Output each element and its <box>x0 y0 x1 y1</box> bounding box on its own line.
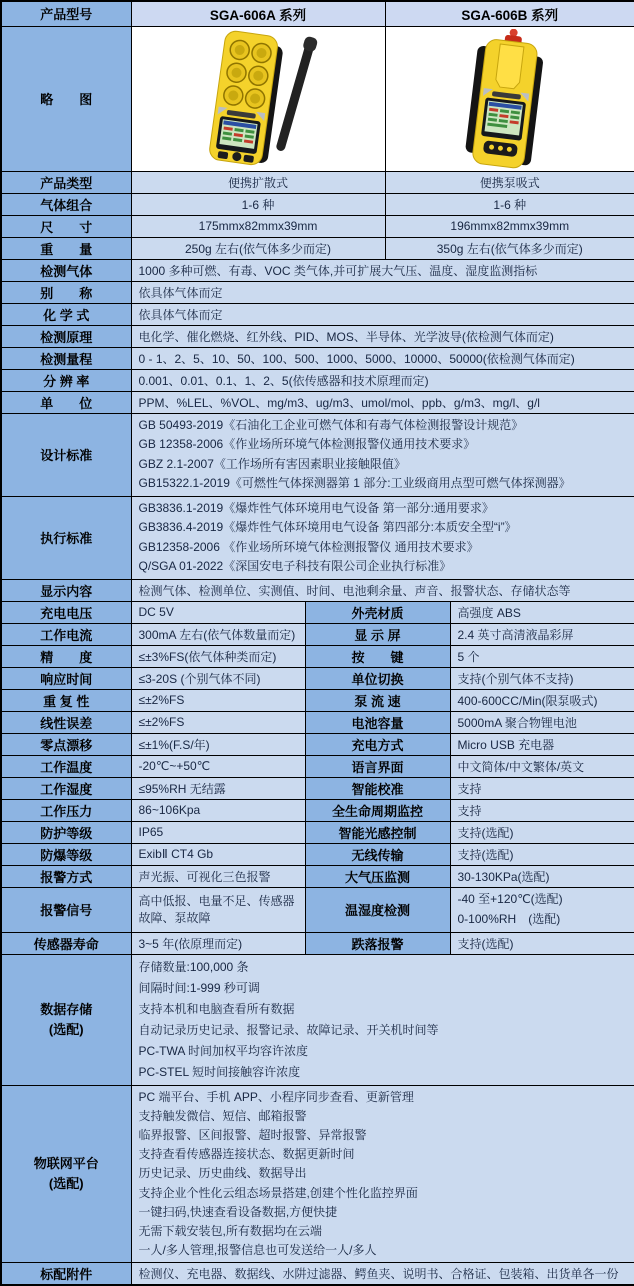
row-value: 0 - 1、2、5、10、50、100、500、1000、5000、10000、50000(依检测气体而定) <box>131 347 634 369</box>
cell-line: 存储数量:100,000 条 <box>139 957 628 978</box>
row-label: 略 图 <box>1 26 131 171</box>
cell-line: 间隔时间:1-999 秒可调 <box>139 978 628 999</box>
cell-line: GBZ 2.1-2007《工作场所有害因素职业接触限值》 <box>139 455 628 475</box>
row-value-2: 支持(个别气体不支持) <box>450 667 634 689</box>
row-ex-rating <box>1 843 634 865</box>
cell-line: GB12358-2006 《作业场所环境气体检测报警仪 通用技术要求》 <box>139 538 628 558</box>
value-model-b: 1-6 种 <box>385 193 634 215</box>
row-value: 声光振、可视化三色报警 <box>131 865 305 887</box>
row-label-2: 全生命周期监控 <box>305 799 450 821</box>
row-accessories <box>1 1263 634 1285</box>
row-label: 显示内容 <box>1 579 131 601</box>
row-value-2: 5 个 <box>450 645 634 667</box>
row-accuracy <box>1 645 634 667</box>
device-a-cell <box>131 26 385 171</box>
row-value-2: 30-130KPa(选配) <box>450 865 634 887</box>
row-label: 工作电流 <box>1 623 131 645</box>
row-value: 86~106Kpa <box>131 799 305 821</box>
model-a-header: SGA-606A 系列 <box>131 1 385 26</box>
row-value-2: 支持(选配) <box>450 821 634 843</box>
value-model-a: 250g 左右(依气体多少而定) <box>131 237 385 259</box>
row-value: 依具体气体而定 <box>131 281 634 303</box>
row-label: 标配附件 <box>1 1263 131 1285</box>
row-label: 尺 寸 <box>1 215 131 237</box>
row-value-2: 400-600CC/Min(限泵吸式) <box>450 689 634 711</box>
row-alarm-signal <box>1 887 634 932</box>
cell-line: 一键扫码,快速查看设备数据,方便快捷 <box>139 1203 628 1222</box>
row-label: 气体组合 <box>1 193 131 215</box>
device-a-image <box>132 27 385 171</box>
row-value: IP65 <box>131 821 305 843</box>
row-design-standard <box>1 413 634 496</box>
row-label: 分 辨 率 <box>1 369 131 391</box>
cell-line: 数据存储 <box>4 1000 129 1020</box>
row-working-humidity <box>1 777 634 799</box>
value-model-a: 便携扩散式 <box>131 171 385 193</box>
row-product-model <box>1 1 634 26</box>
row-value-lines <box>131 954 634 1085</box>
row-label <box>1 1085 131 1263</box>
row-size <box>1 215 634 237</box>
row-label: 重 量 <box>1 237 131 259</box>
row-charge-voltage <box>1 601 634 623</box>
row-label: 零点漂移 <box>1 733 131 755</box>
cell-line: 物联网平台 <box>4 1154 129 1174</box>
row-sensor-life <box>1 932 634 954</box>
row-value-2: 支持(选配) <box>450 932 634 954</box>
row-label-2: 泵 流 速 <box>305 689 450 711</box>
row-display-content <box>1 579 634 601</box>
row-product-type <box>1 171 634 193</box>
row-value: 3~5 年(依原理而定) <box>131 932 305 954</box>
row-linearity <box>1 711 634 733</box>
row-value-lines <box>131 1085 634 1263</box>
row-gas-combo <box>1 193 634 215</box>
row-value-2: 支持(选配) <box>450 843 634 865</box>
row-label-2: 显 示 屏 <box>305 623 450 645</box>
row-label: 充电电压 <box>1 601 131 623</box>
cell-line: 0-100%RH (选配) <box>458 910 628 930</box>
row-label: 别 称 <box>1 281 131 303</box>
row-label-2: 按 键 <box>305 645 450 667</box>
row-range <box>1 347 634 369</box>
row-sketch <box>1 26 634 171</box>
row-detect-gas <box>1 259 634 281</box>
model-b-header: SGA-606B 系列 <box>385 1 634 26</box>
row-working-current <box>1 623 634 645</box>
row-unit <box>1 391 634 413</box>
row-label: 设计标准 <box>1 413 131 496</box>
row-label: 精 度 <box>1 645 131 667</box>
row-label: 检测量程 <box>1 347 131 369</box>
row-label: 执行标准 <box>1 496 131 579</box>
row-label-2: 跌落报警 <box>305 932 450 954</box>
row-label: 传感器寿命 <box>1 932 131 954</box>
row-label: 产品型号 <box>1 1 131 26</box>
row-principle <box>1 325 634 347</box>
row-label: 重 复 性 <box>1 689 131 711</box>
row-value-lines <box>131 496 634 579</box>
value-model-b: 350g 左右(依气体多少而定) <box>385 237 634 259</box>
value-model-b: 便携泵吸式 <box>385 171 634 193</box>
cell-line: 历史记录、历史曲线、数据导出 <box>139 1164 628 1183</box>
row-label: 检测原理 <box>1 325 131 347</box>
row-label-2: 单位切换 <box>305 667 450 689</box>
row-value: ≤±2%FS <box>131 689 305 711</box>
row-value: ≤±1%(F.S/年) <box>131 733 305 755</box>
row-label: 工作温度 <box>1 755 131 777</box>
cell-line: 支持本机和电脑查看所有数据 <box>139 999 628 1020</box>
row-weight <box>1 237 634 259</box>
cell-line: 支持企业个性化云组态场景搭建,创建个性化监控界面 <box>139 1184 628 1203</box>
row-alarm-mode <box>1 865 634 887</box>
row-value: DC 5V <box>131 601 305 623</box>
cell-line: 无需下载安装包,所有数据均在云端 <box>139 1222 628 1241</box>
row-value-2: 支持 <box>450 799 634 821</box>
row-label: 响应时间 <box>1 667 131 689</box>
row-value: 检测气体、检测单位、实测值、时间、电池剩余量、声音、报警状态、存储状态等 <box>131 579 634 601</box>
row-label: 单 位 <box>1 391 131 413</box>
row-label: 线性误差 <box>1 711 131 733</box>
row-label-2: 电池容量 <box>305 711 450 733</box>
row-label: 报警信号 <box>1 887 131 932</box>
row-label: 产品类型 <box>1 171 131 193</box>
row-value: 0.001、0.01、0.1、1、2、5(依传感器和技术原理而定) <box>131 369 634 391</box>
row-label: 防护等级 <box>1 821 131 843</box>
row-ip-rating <box>1 821 634 843</box>
row-value-2: Micro USB 充电器 <box>450 733 634 755</box>
row-working-temp <box>1 755 634 777</box>
row-response-time <box>1 667 634 689</box>
cell-line: Q/SGA 01-2022《深国安电子科技有限公司企业执行标准》 <box>139 557 628 577</box>
row-value: ≤±2%FS <box>131 711 305 733</box>
cell-line: 一人/多人管理,报警信息也可发送给一人/多人 <box>139 1241 628 1260</box>
row-iot-platform <box>1 1085 634 1263</box>
value-model-a: 1-6 种 <box>131 193 385 215</box>
cell-line: GB3836.4-2019《爆炸性气体环境用电气设备 第四部分:本质安全型“i”》 <box>139 518 628 538</box>
row-value: 高中低报、电量不足、传感器故障、泵故障 <box>131 887 305 932</box>
row-value-2: 支持 <box>450 777 634 799</box>
cell-line: PC-STEL 短时间接触容许浓度 <box>139 1062 628 1083</box>
row-label: 防爆等级 <box>1 843 131 865</box>
row-exec-standard <box>1 496 634 579</box>
row-label: 报警方式 <box>1 865 131 887</box>
row-value: -20℃~+50℃ <box>131 755 305 777</box>
value-model-a: 175mmx82mmx39mm <box>131 215 385 237</box>
cell-line: PC-TWA 时间加权平均容许浓度 <box>139 1041 628 1062</box>
cell-line: (选配) <box>4 1020 129 1040</box>
row-label <box>1 954 131 1085</box>
cell-line: 支持触发微信、短信、邮箱报警 <box>139 1107 628 1126</box>
value-model-b: 196mmx82mmx39mm <box>385 215 634 237</box>
cell-line: -40 至+120℃(选配) <box>458 890 628 910</box>
row-zero-drift <box>1 733 634 755</box>
cell-line: PC 端平台、手机 APP、小程序同步查看、更新管理 <box>139 1088 628 1107</box>
row-value: 检测仪、充电器、数据线、水阱过滤器、鳄鱼夹、说明书、合格证、包装箱、出货单各一份 <box>131 1263 634 1285</box>
cell-line: 支持查看传感器连接状态、数据更新时间 <box>139 1145 628 1164</box>
row-value: ≤95%RH 无结露 <box>131 777 305 799</box>
device-b-cell <box>385 26 634 171</box>
row-label-2: 语言界面 <box>305 755 450 777</box>
row-label: 工作湿度 <box>1 777 131 799</box>
row-repeatability <box>1 689 634 711</box>
row-label: 化 学 式 <box>1 303 131 325</box>
row-value: ≤±3%FS(依气体种类而定) <box>131 645 305 667</box>
cell-line: 临界报警、区间报警、超时报警、异常报警 <box>139 1126 628 1145</box>
row-label-2: 智能光感控制 <box>305 821 450 843</box>
cell-line: GB 12358-2006《作业场所环境气体检测报警仪通用技术要求》 <box>139 435 628 455</box>
row-value: ExibⅡ CT4 Gb <box>131 843 305 865</box>
row-data-storage <box>1 954 634 1085</box>
row-value: ≤3-20S (个别气体不同) <box>131 667 305 689</box>
row-label-2: 无线传输 <box>305 843 450 865</box>
row-value-2: 高强度 ABS <box>450 601 634 623</box>
row-label: 工作压力 <box>1 799 131 821</box>
row-value: 300mA 左右(依气体数量而定) <box>131 623 305 645</box>
row-label: 检测气体 <box>1 259 131 281</box>
row-value: 依具体气体而定 <box>131 303 634 325</box>
cell-line: 自动记录历史记录、报警记录、故障记录、开关机时间等 <box>139 1020 628 1041</box>
row-resolution <box>1 369 634 391</box>
row-label-2: 温湿度检测 <box>305 887 450 932</box>
row-value-2: 5000mA 聚合物锂电池 <box>450 711 634 733</box>
row-chem-formula <box>1 303 634 325</box>
row-value-2: 2.4 英寸高清液晶彩屏 <box>450 623 634 645</box>
cell-line: GB 50493-2019《石油化工企业可燃气体和有毒气体检测报警设计规范》 <box>139 416 628 436</box>
row-alias <box>1 281 634 303</box>
device-b-image <box>386 27 634 171</box>
row-value-2: 中文简体/中文繁体/英文 <box>450 755 634 777</box>
row-label-2: 大气压监测 <box>305 865 450 887</box>
row-value: 电化学、催化燃烧、红外线、PID、MOS、半导体、光学波导(依检测气体而定) <box>131 325 634 347</box>
row-value-lines <box>131 413 634 496</box>
row-value: 1000 多种可燃、有毒、VOC 类气体,并可扩展大气压、温度、湿度监测指标 <box>131 259 634 281</box>
cell-line: GB15322.1-2019《可燃性气体探测器第 1 部分:工业级商用点型可燃气体探测器》 <box>139 474 628 494</box>
row-value-2 <box>450 887 634 932</box>
row-label-2: 充电方式 <box>305 733 450 755</box>
cell-line: GB3836.1-2019《爆炸性气体环境用电气设备 第一部分:通用要求》 <box>139 499 628 519</box>
row-working-pressure <box>1 799 634 821</box>
cell-line: (选配) <box>4 1174 129 1194</box>
row-value: PPM、%LEL、%VOL、mg/m3、ug/m3、umol/mol、ppb、g/m3、mg/l、g/l <box>131 391 634 413</box>
row-label-2: 外壳材质 <box>305 601 450 623</box>
row-label-2: 智能校准 <box>305 777 450 799</box>
